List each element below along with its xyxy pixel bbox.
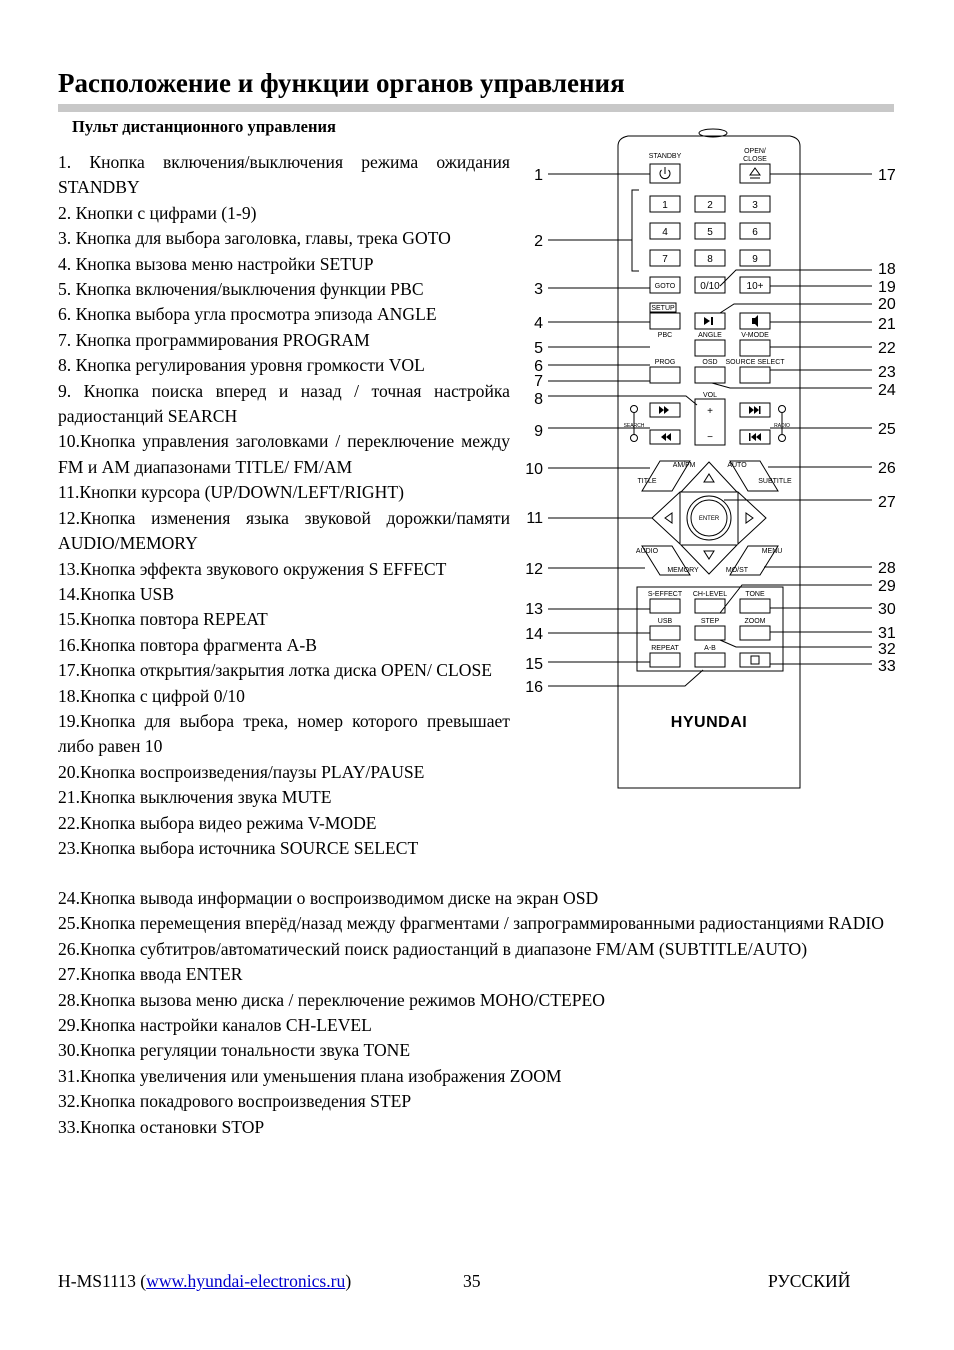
callout-number: 5 [534,340,543,357]
callout-number: 16 [525,679,543,696]
usb-button [650,626,680,640]
digit-label: 9 [752,254,758,265]
function-list-item: 9. Кнопка поиска вперед и назад / точная настройка радиостанций SEARCH [58,380,510,427]
callout-number: 3 [534,281,543,298]
callout-number: 33 [878,658,896,675]
source-select-button [740,367,770,383]
close-label: CLOSE [743,156,767,163]
function-list-item: 3. Кнопка для выбора заголовка, главы, трека GOTO [58,228,451,249]
digit-label: 6 [752,227,758,238]
section-subtitle: Пульт дистанционного управления [72,117,336,136]
callout-number: 13 [525,601,543,618]
function-list-item: 25.Кнопка перемещения вперёд/назад между фрагментами / запрограммированными радиостанциями RADIO [58,913,884,934]
source-select-label: SOURCE SELECT [725,359,785,366]
vol-label: VOL [702,392,718,399]
callout-number: 15 [525,656,543,673]
stop-button [740,653,770,667]
enter-label: ENTER [698,516,720,522]
digit-label: 5 [707,227,713,238]
digit-label: 3 [752,200,758,211]
language-label: РУССКИЙ [768,1271,851,1291]
callout-number: 30 [878,601,896,618]
callout-number: 28 [878,560,896,577]
cursor-left-button [652,492,680,544]
cursor-left-icon [665,513,672,523]
function-list-item: 7. Кнопка программирования PROGRAM [58,329,370,350]
stop-icon [751,656,759,664]
function-list-item: 5. Кнопка включения/выключения функции PBC [58,279,424,300]
callout-number: 21 [878,316,896,333]
standby-label: STANDBY [648,153,682,160]
digit-label: 7 [662,254,668,265]
function-list-item: 30.Кнопка регуляции тональности звука TONE [58,1040,411,1061]
repeat-label: REPEAT [651,645,679,652]
open-close-button [740,164,770,183]
chlevel-label: CH-LEVEL [692,591,728,598]
mute-icon [752,315,758,327]
callout-number: 1 [534,167,543,184]
callout-number: 23 [878,364,896,381]
callout-number: 27 [878,494,896,511]
callout-number: 7 [534,373,543,390]
callout-number: 17 [878,167,896,184]
radio-label: RADIO [774,423,790,429]
memory-label: MEMORY [667,567,699,574]
function-list-item: 8. Кнопка регулирования уровня громкости VOL [58,355,425,376]
vol-plus-label: + [707,406,713,417]
function-list-item: 10.Кнопка управления заголовками / переключение между FM и AM диапазонами TITLE/ FM/AM [58,431,510,477]
angle-label: ANGLE [698,332,722,339]
cursor-right-icon [746,513,753,523]
ab-button [695,653,725,667]
cursor-up-icon [704,474,714,482]
model-number: H-MS1113 [58,1271,136,1291]
function-list-item: 18.Кнопка с цифрой 0/10 [58,685,245,706]
cursor-down-icon [704,551,714,559]
callout-number: 14 [525,626,543,643]
function-list-item: 23.Кнопка выбора источника SOURCE SELECT [58,837,419,858]
paren-close: ) [345,1271,352,1291]
function-list-item: 1. Кнопка включения/выключения режима ожидания STANDBY [58,152,510,198]
ab-label: A-B [704,645,716,652]
prog-button [650,367,680,383]
function-list-item: 20.Кнопка воспроизведения/паузы PLAY/PAUSE [58,761,425,782]
play-pause-icon [704,317,710,325]
goto-label: GOTO [654,283,676,290]
seffect-button [650,599,680,613]
callout-number: 24 [878,382,896,399]
digit-label: 1 [662,200,668,211]
callout-number: 10 [525,461,543,478]
footer-model-link [58,1271,351,1292]
step-label: STEP [700,618,720,625]
seffect-label: S-EFFECT [647,591,683,598]
prog-label: PROG [654,359,676,366]
function-list-item: 13.Кнопка эффекта звукового окружения S EFFECT [58,558,447,579]
step-button [695,626,725,640]
title-label: TITLE [637,478,657,485]
vol-minus-label: − [707,432,713,443]
digit-label: 2 [707,200,713,211]
digit-label: 4 [662,227,668,238]
function-list-item: 26.Кнопка субтитров/автоматический поиск радиостанций в диапазоне FM/AM (SUBTITLE/AUTO) [58,938,808,959]
pbc-button [650,313,680,329]
function-list-item: 17.Кнопка открытия/закрытия лотка диска OPEN/ CLOSE [58,660,493,681]
ten-plus-label: 10+ [746,281,764,292]
callout-number: 8 [534,391,543,408]
function-list-item: 16.Кнопка повтора фрагмента A-B [58,634,317,655]
zoom-button [740,626,770,640]
chlevel-button [695,599,725,613]
audio-label: AUDIO [635,548,659,555]
most-label: MO/ST [725,567,749,574]
setup-label: SETUP [651,305,675,312]
zoom-label: ZOOM [744,618,766,625]
brand-logo: HYUNDAI [670,714,748,731]
website-link[interactable]: www.hyundai-electronics.ru [146,1271,346,1291]
amfm-label: AM/FM [672,462,696,469]
osd-label: OSD [702,359,718,366]
tone-label: TONE [745,591,765,598]
vmode-label: V-MODE [741,332,769,339]
next-track-icon [749,406,759,414]
pbc-label: PBC [657,332,673,339]
auto-label: AUTO [727,462,747,469]
callout-number: 32 [878,641,896,658]
page-number: 35 [463,1271,481,1291]
function-list-item: 32.Кнопка покадрового воспроизведения STEP [58,1091,412,1112]
function-list-item: 12.Кнопка изменения языка звуковой дорожки/памяти AUDIO/MEMORY [58,507,510,554]
function-list-item: 21.Кнопка выключения звука MUTE [58,787,332,808]
function-list-item: 2. Кнопки с цифрами (1-9) [58,202,257,223]
fast-forward-icon [659,406,669,414]
prev-track-icon [751,433,761,441]
page-title: Расположение и функции органов управления [58,68,625,98]
function-list-item: 31.Кнопка увеличения или уменьшения плана изображения ZOOM [58,1065,562,1086]
angle-button [695,340,725,356]
callout-number: 18 [878,261,896,278]
function-list-item: 15.Кнопка повтора REPEAT [58,609,268,630]
callout-number: 26 [878,460,896,477]
function-list-item: 24.Кнопка вывода информации о воспроизводимом диске на экран OSD [58,888,599,908]
tone-button [740,599,770,613]
paren-open: ( [140,1271,147,1291]
function-list-item: 4. Кнопка вызова меню настройки SETUP [58,253,374,274]
menu-label: MENU [761,548,783,555]
usb-label: USB [657,618,673,625]
function-list-item: 33.Кнопка остановки STOP [58,1116,265,1137]
callout-number: 20 [878,296,896,313]
callout-number: 19 [878,279,896,296]
open-label: OPEN/ [744,148,766,155]
rewind-icon [661,433,671,441]
function-list-item: 28.Кнопка вызова меню диска / переключение режимов МОНО/СТЕРЕО [58,989,606,1010]
digit-label: 8 [707,254,713,265]
callout-number: 11 [526,510,543,527]
vmode-button [740,340,770,356]
callout-number: 4 [534,315,543,332]
search-label: SEARCH [623,423,645,429]
callout-number: 6 [534,358,543,375]
callout-number: 9 [534,423,543,440]
bottom-button-group [637,587,783,671]
function-list-item: 19.Кнопка для выбора трека, номер которого превышает либо равен 10 [58,710,510,757]
callout-number: 2 [534,233,543,250]
callout-number: 12 [525,561,543,578]
callout-number: 22 [878,340,896,357]
function-list-item: 14.Кнопка USB [58,583,175,604]
subtitle-label: SUBTITLE [758,478,792,485]
zero-ten-label: 0/10 [700,281,720,292]
callout-number: 29 [878,578,896,595]
osd-button [695,367,725,383]
callout-number: 25 [878,421,896,438]
function-list-item: 6. Кнопка выбора угла просмотра эпизода ANGLE [58,304,437,325]
repeat-button [650,653,680,667]
function-list-item: 29.Кнопка настройки каналов CH-LEVEL [58,1015,372,1036]
function-list-item: 11.Кнопки курсора (UP/DOWN/LEFT/RIGHT) [58,482,404,503]
callout-number: 31 [878,625,896,642]
function-list-item: 27.Кнопка ввода ENTER [58,964,243,985]
function-list-item: 22.Кнопка выбора видео режима V-MODE [58,812,377,833]
eject-icon [750,168,760,175]
